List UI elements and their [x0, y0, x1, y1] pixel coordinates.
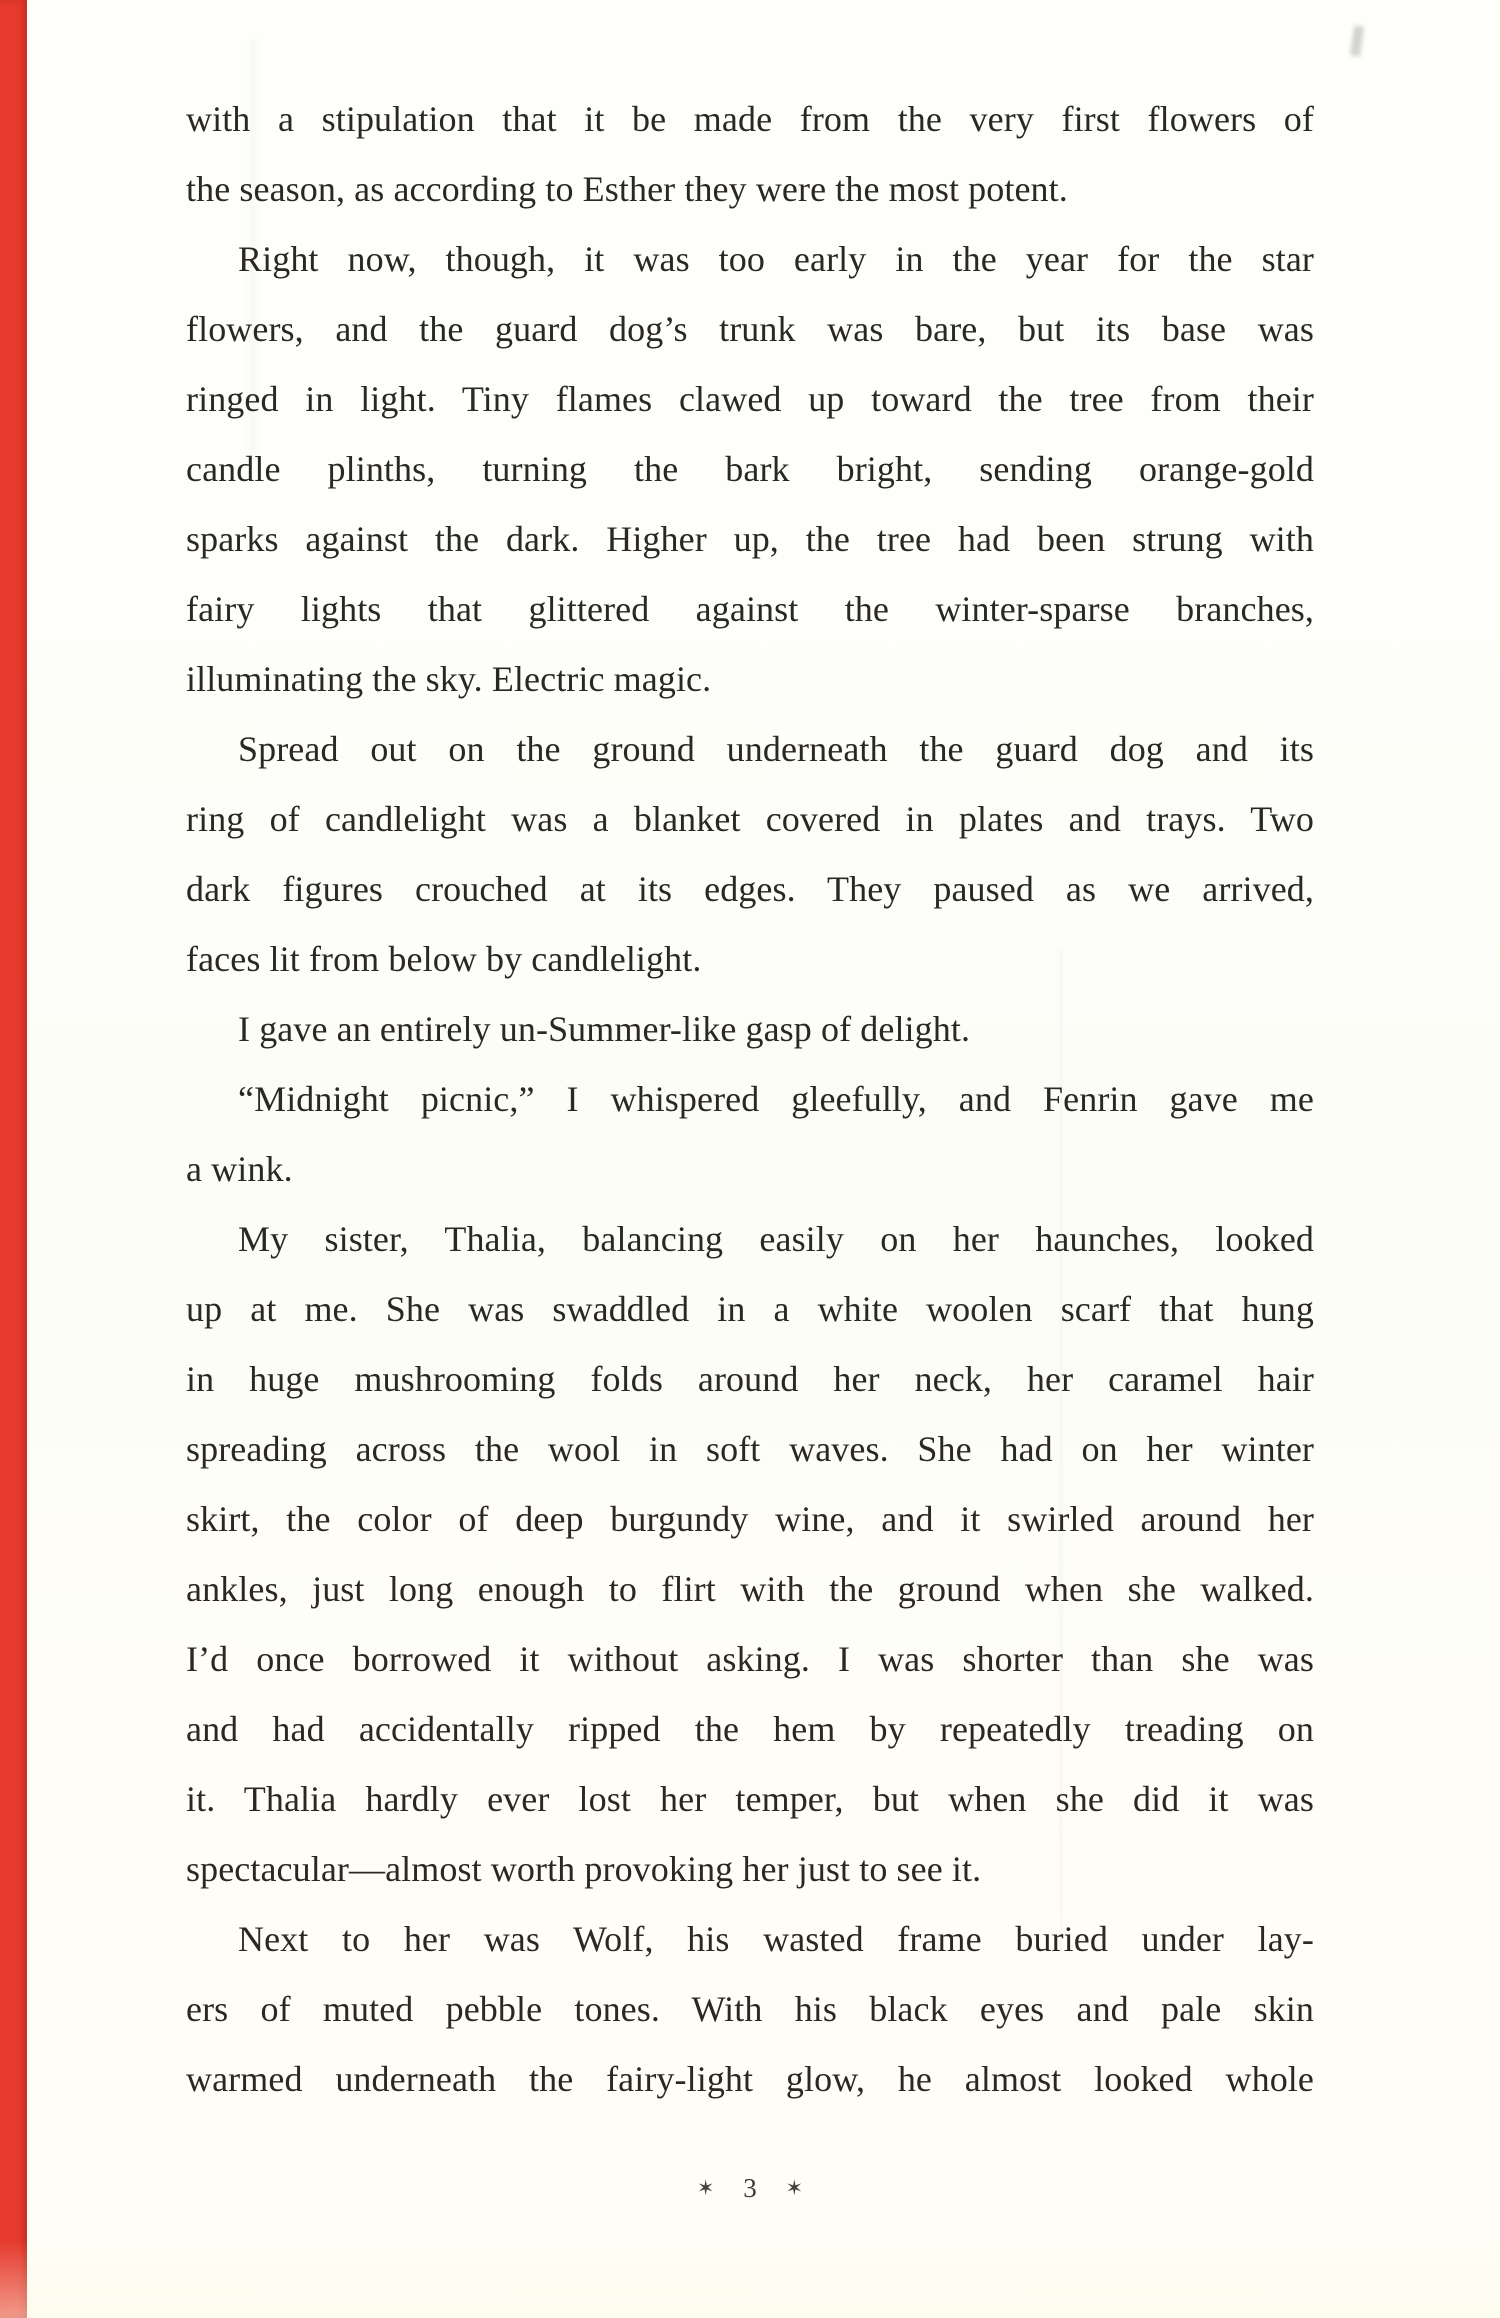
scan-shadow-bottom	[0, 2240, 1500, 2318]
page-footer	[186, 2168, 1314, 2210]
text-line: “Midnight picnic,” I whispered gleefully, and Fenrin gave me	[238, 1079, 1314, 1119]
scan-smudge	[1350, 25, 1364, 56]
text-line: dark figures crouched at its edges. They paused as we arrived,	[186, 869, 1314, 909]
page-number: 3	[743, 2173, 757, 2203]
text-line: flowers, and the guard dog’s trunk was bare, but its base was	[186, 309, 1314, 349]
text-line: sparks against the dark. Higher up, the tree had been strung with	[186, 519, 1314, 559]
text-line: skirt, the color of deep burgundy wine, and it swirled around her	[186, 1499, 1314, 1539]
text-line: I’d once borrowed it without asking. I was shorter than she was	[186, 1639, 1314, 1679]
footer-star-ornament-left: ✶	[696, 2176, 715, 2200]
text-line: spreading across the wool in soft waves. She had on her winter	[186, 1429, 1314, 1469]
text-line: I gave an entirely un-Summer-like gasp of delight.	[238, 1009, 971, 1049]
text-line: and had accidentally ripped the hem by repeatedly treading on	[186, 1709, 1314, 1749]
text-line: spectacular—almost worth provoking her just to see it.	[186, 1849, 982, 1889]
text-line: illuminating the sky. Electric magic.	[186, 659, 712, 699]
text-line: candle plinths, turning the bark bright, sending orange-gold	[186, 449, 1314, 489]
text-line: fairy lights that glittered against the winter-sparse branches,	[186, 589, 1314, 629]
text-line: the season, as according to Esther they were the most potent.	[186, 169, 1068, 209]
text-line: it. Thalia hardly ever lost her temper, but when she did it was	[186, 1779, 1314, 1819]
text-line: up at me. She was swaddled in a white woolen scarf that hung	[186, 1289, 1314, 1329]
text-line: a wink.	[186, 1149, 293, 1189]
text-line: in huge mushrooming folds around her neck, her caramel hair	[186, 1359, 1314, 1399]
text-line: Right now, though, it was too early in the year for the star	[238, 239, 1314, 279]
text-line: Next to her was Wolf, his wasted frame buried under lay-	[238, 1919, 1314, 1959]
text-line: ringed in light. Tiny flames clawed up toward the tree from their	[186, 379, 1314, 419]
text-line: faces lit from below by candlelight.	[186, 939, 702, 979]
text-line: ring of candlelight was a blanket covered in plates and trays. Two	[186, 799, 1314, 839]
text-line: ers of muted pebble tones. With his black eyes and pale skin	[186, 1989, 1314, 2029]
text-line: with a stipulation that it be made from the very first flowers of	[186, 99, 1314, 139]
page-text-block	[186, 84, 1314, 2114]
text-line: Spread out on the ground underneath the guard dog and its	[238, 729, 1314, 769]
book-spine-edge	[0, 0, 27, 2318]
text-line: warmed underneath the fairy-light glow, he almost looked whole	[186, 2059, 1314, 2099]
text-line: My sister, Thalia, balancing easily on her haunches, looked	[238, 1219, 1314, 1259]
footer-star-ornament-right: ✶	[785, 2176, 804, 2200]
text-line: ankles, just long enough to flirt with the ground when she walked.	[186, 1569, 1314, 1609]
